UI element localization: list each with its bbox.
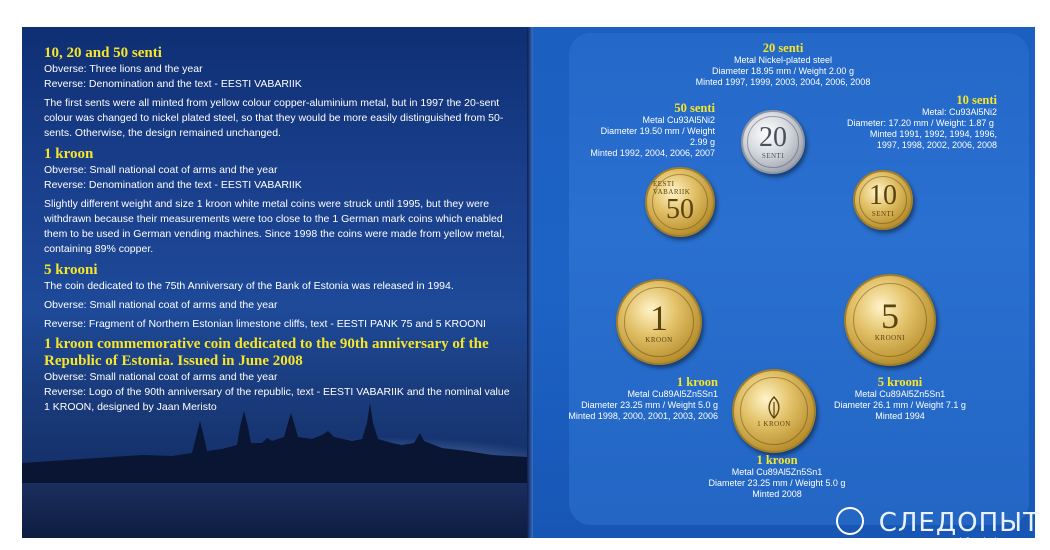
caption-title: 20 senti (762, 41, 804, 55)
section-line: Reverse: Fragment of Northern Estonian limestone cliffs, text - EESTI PANK 75 and 5 KROONI (44, 318, 486, 330)
caption-line: Minted 1991, 1992, 1994, 1996, (869, 129, 997, 139)
caption-line: Metal: Cu93Al5Ni2 (921, 107, 997, 117)
caption-line: Diameter 23.25 mm / Weight 5.0 g (581, 400, 718, 410)
section-paragraph: The first sents were all minted from yellow colour copper-aluminium metal, but in 1997 the 20-sent colour was changed to nickel plated steel, so that they would be more easily distinguished from 50-sents. Otherwise, the design remained unchanged. (44, 97, 504, 139)
section-heading-1-kroon: 1 kroon (44, 146, 94, 162)
left-page (22, 27, 527, 538)
section-paragraph: Slightly different weight and size 1 kroon white metal coins were struck until 1995, but they were withdrawn because their measurements were too close to the 1 German mark coins which enabled them to be used in German vending machines. Since 1998 the coins were made from yellow metal, containing 89% copper. (44, 198, 505, 255)
coin-denomination: 5 (881, 296, 899, 336)
section-line: Obverse: Small national coat of arms and the year (44, 299, 278, 311)
caption-line: 1997, 1998, 2002, 2006, 2008 (876, 140, 997, 150)
caption-line: Minted 1992, 2004, 2006, 2007 (590, 148, 715, 158)
caption-line: Metal Cu89Al5Zn5Sn1 (627, 389, 718, 399)
caption-50-senti (581, 101, 715, 159)
section-line: Obverse: Small national coat of arms and the year (44, 164, 278, 176)
coin-denomination: 50 (665, 193, 694, 225)
caption-line: Diameter 26.1 mm / Weight 7.1 g (834, 400, 966, 410)
section-line: Reverse: Logo of the 90th anniversary of the republic, text - EESTI VABARIIK and the nominal value 1 KROON, designed by Jaan Meristo (44, 386, 510, 413)
coin-10-senti (853, 170, 913, 230)
coin-5-krooni (844, 274, 936, 366)
coin-1-kroon-commemorative (732, 369, 816, 453)
watermark-name: СЛЕДОПЫТ (878, 508, 1040, 538)
caption-5-krooni (825, 375, 975, 422)
section-line: The coin dedicated to the 75th Anniversary of the Bank of Estonia was released in 1994. (44, 280, 454, 292)
coin-inscription: KROONI (874, 334, 906, 342)
caption-line: Metal Nickel-plated steel (733, 55, 833, 65)
caption-title: 50 senti (674, 101, 715, 115)
section-heading-senti: 10, 20 and 50 senti (44, 45, 162, 61)
caption-1-kroon-commemorative (697, 453, 857, 500)
sea (22, 483, 527, 538)
caption-1-kroon (548, 375, 718, 422)
coin-20-senti (741, 110, 805, 174)
caption-title: 1 kroon (676, 375, 718, 389)
coin-50-senti (645, 167, 715, 237)
text-column (44, 45, 514, 415)
coin-denomination: 1 (649, 297, 668, 338)
caption-line: Minted 1997, 1999, 2003, 2004, 2006, 2008 (695, 77, 871, 87)
section-line: Reverse: Denomination and the text - EESTI VABARIIK (44, 179, 302, 191)
coin-inscription: KROON (645, 335, 673, 344)
watermark-url: www.kladokop.ru (930, 537, 1036, 548)
caption-line: Metal Cu89Al5Zn5Sn1 (854, 389, 946, 399)
caption-line: Minted 2008 (752, 489, 802, 499)
caption-10-senti (847, 93, 997, 151)
caption-line: Diameter 18.95 mm / Weight 2.00 g (712, 66, 854, 76)
coin-inscription: EESTI VABARIIK (652, 179, 691, 196)
caption-line: Diameter 23.25 mm / Weight 5.0 g (708, 478, 846, 488)
section-heading-5-krooni: 5 krooni (44, 262, 98, 278)
section-line: Obverse: Three lions and the year (44, 63, 203, 75)
caption-title: 5 krooni (877, 375, 923, 389)
coin-inscription: SENTI (871, 210, 895, 218)
caption-line: Minted 1994 (875, 411, 925, 421)
caption-20-senti (663, 41, 903, 88)
right-page (533, 27, 1035, 538)
caption-line: Minted 1998, 2000, 2001, 2003, 2006 (568, 411, 718, 421)
section-heading-commemorative: 1 kroon commemorative coin dedicated to the 90th anniversary of the Republic of Estonia. Issued in June 2008 (44, 336, 489, 369)
section-line: Reverse: Denomination and the text - EESTI VABARIIK (44, 78, 302, 90)
caption-line: Diameter 19.50 mm / Weight 2.99 g (600, 126, 715, 147)
section-line: Obverse: Small national coat of arms and the year (44, 371, 278, 383)
coin-denomination: 10 (869, 180, 897, 211)
coin-inscription: 1 KROON (757, 420, 791, 428)
caption-line: Metal Cu89Al5Zn5Sn1 (731, 467, 823, 477)
leaf-logo-icon (761, 394, 787, 420)
watermark-logo-icon (836, 507, 864, 535)
caption-line: Metal Cu93Al5Ni2 (642, 115, 715, 125)
caption-title: 10 senti (956, 93, 997, 107)
caption-line: Diameter: 17.20 mm / Weight: 1.87 g (847, 118, 994, 128)
coin-1-kroon (616, 279, 702, 365)
caption-title: 1 kroon (756, 453, 798, 467)
coin-inscription: SENTI (761, 152, 785, 160)
coin-denomination: 20 (759, 122, 787, 153)
